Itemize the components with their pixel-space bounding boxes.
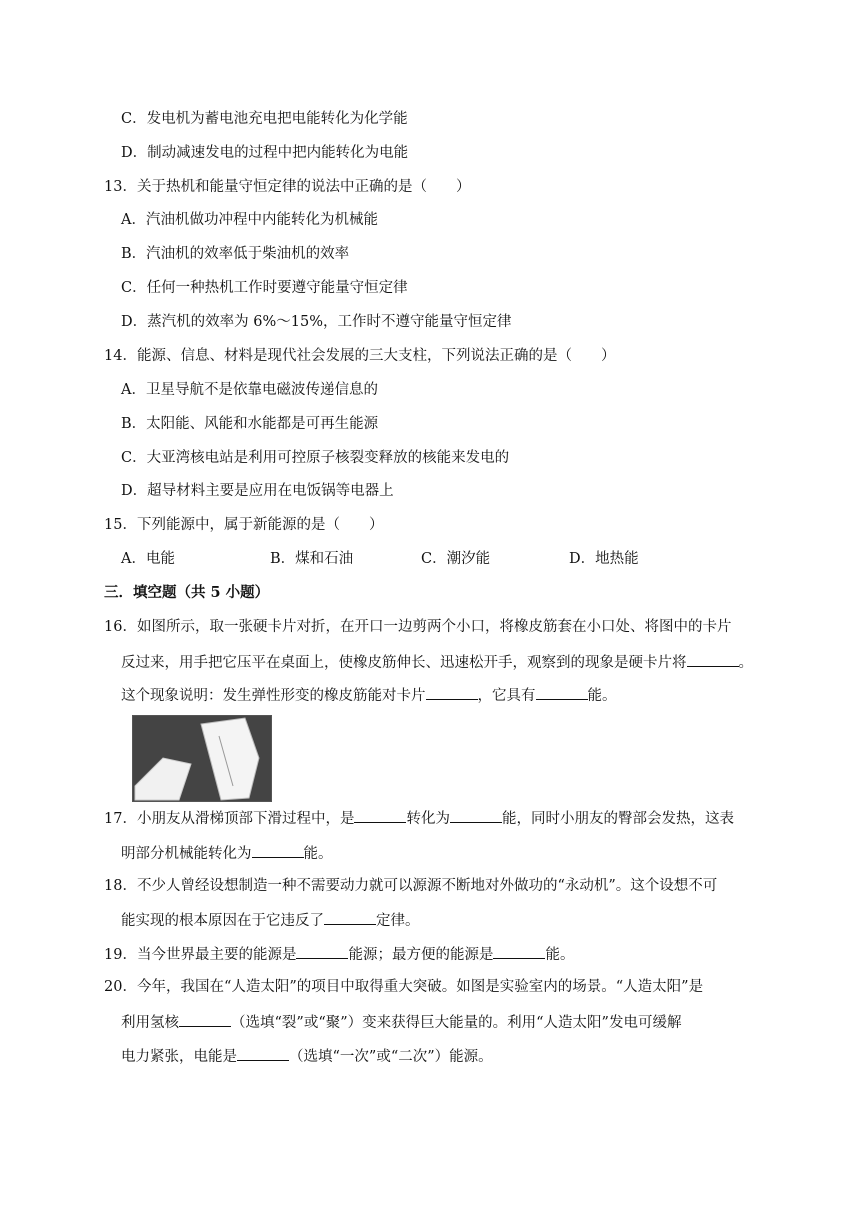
q15-option-c: C．潮汐能 (421, 551, 491, 567)
answer-blank[interactable] (536, 684, 588, 700)
q14-option-d: D．超导材料主要是应用在电饭锅等电器上 (121, 483, 394, 499)
q14-stem: 14．能源、信息、材料是现代社会发展的三大支柱，下列说法正确的是（ ） (104, 348, 616, 364)
q17-line2-text: 明部分机械能转化为 (121, 846, 252, 862)
q18-line2 (121, 909, 420, 931)
answer-blank[interactable] (493, 943, 545, 959)
q15-stem: 15．下列能源中，属于新能源的是（ ） (104, 517, 384, 533)
q13-stem: 13．关于热机和能量守恒定律的说法中正确的是（ ） (104, 179, 471, 195)
q16-line3-mid: ，它具有 (477, 688, 536, 704)
q18-line2-end: 定律。 (376, 913, 420, 929)
q13-option-c: C．任何一种热机工作时要遵守能量守恒定律 (121, 280, 408, 296)
q16-line3 (121, 684, 617, 706)
q12-option-c: C．发电机为蓄电池充电把电能转化为化学能 (121, 111, 408, 127)
q16-line2-text: 反过来，用手把它压平在桌面上，使橡皮筋伸长、迅速松开手，观察到的现象是硬卡片将 (121, 655, 687, 671)
q15-option-a: A．电能 (121, 551, 175, 567)
q16-line1: 16．如图所示，取一张硬卡片对折，在开口一边剪两个小口，将橡皮筋套在小口处、将图中的卡片 (104, 619, 732, 635)
q12-option-d: D．制动减速发电的过程中把内能转化为电能 (121, 145, 409, 161)
q17-line1-end: 能，同时小朋友的臀部会发热，这表 (501, 811, 734, 827)
folded-card-image (133, 716, 271, 801)
q14-option-b: B．太阳能、风能和水能都是可再生能源 (121, 416, 379, 432)
q20-line3 (121, 1045, 493, 1067)
q13-option-b: B．汽油机的效率低于柴油机的效率 (121, 246, 350, 262)
q20-line3-text: 电力紧张，电能是 (121, 1049, 237, 1065)
answer-blank[interactable] (450, 807, 502, 823)
q14-option-c: C．大亚湾核电站是利用可控原子核裂变释放的核能来发电的 (121, 450, 510, 466)
section-title: 三．填空题（共 5 小题） (104, 584, 270, 601)
q17-line1 (104, 807, 734, 829)
q20-line2-text: 利用氢核 (121, 1015, 179, 1031)
answer-blank[interactable] (687, 651, 739, 667)
q18-line1: 18．不少人曾经设想制造一种不需要动力就可以源源不断地对外做功的“永动机”。这个设想不可 (104, 878, 718, 894)
answer-blank[interactable] (354, 807, 406, 823)
answer-blank[interactable] (324, 909, 376, 925)
answer-blank[interactable] (179, 1011, 231, 1027)
q16-line3-end: 能。 (587, 688, 617, 704)
q17-line1-mid: 转化为 (406, 811, 450, 827)
q15-option-d: D．地热能 (569, 551, 639, 567)
q20-line3-end: （选填“一次”或“二次”）能源。 (289, 1049, 493, 1065)
q20-line2-end: （选填“裂”或“聚”）变来获得巨大能量的。利用“人造太阳”发电可缓解 (231, 1015, 682, 1031)
q17-line2 (121, 842, 333, 864)
q13-option-a: A．汽油机做功冲程中内能转化为机械能 (121, 212, 378, 228)
q17-line2-end: 能。 (303, 846, 333, 862)
q15-option-b: B．煤和石油 (270, 551, 354, 567)
answer-blank[interactable] (237, 1045, 289, 1061)
q19-line1 (104, 943, 574, 965)
q16-line3-text: 这个现象说明：发生弹性形变的橡皮筋能对卡片 (121, 688, 426, 704)
answer-blank[interactable] (296, 943, 348, 959)
answer-blank[interactable] (426, 684, 478, 700)
q17-line1-text: 17．小朋友从滑梯顶部下滑过程中，是 (104, 811, 355, 827)
q19-line1-end: 能。 (545, 947, 575, 963)
q20-line2 (121, 1011, 681, 1033)
q18-line2-text: 能实现的根本原因在于它违反了 (121, 913, 324, 929)
answer-blank[interactable] (252, 842, 304, 858)
q19-line1-text: 19．当今世界最主要的能源是 (104, 947, 297, 963)
q14-option-a: A．卫星导航不是依靠电磁波传递信息的 (121, 382, 378, 398)
card-photo-figure (132, 715, 272, 802)
q13-option-d: D．蒸汽机的效率为 6%～15%，工作时不遵守能量守恒定律 (121, 314, 512, 330)
q19-line1-mid: 能源；最方便的能源是 (348, 947, 494, 963)
q20-line1: 20．今年，我国在“人造太阳”的项目中取得重大突破。如图是实验室内的场景。“人造太阳”是 (104, 979, 704, 995)
q16-line2-end: 。 (738, 655, 753, 671)
q16-line2 (121, 651, 753, 673)
